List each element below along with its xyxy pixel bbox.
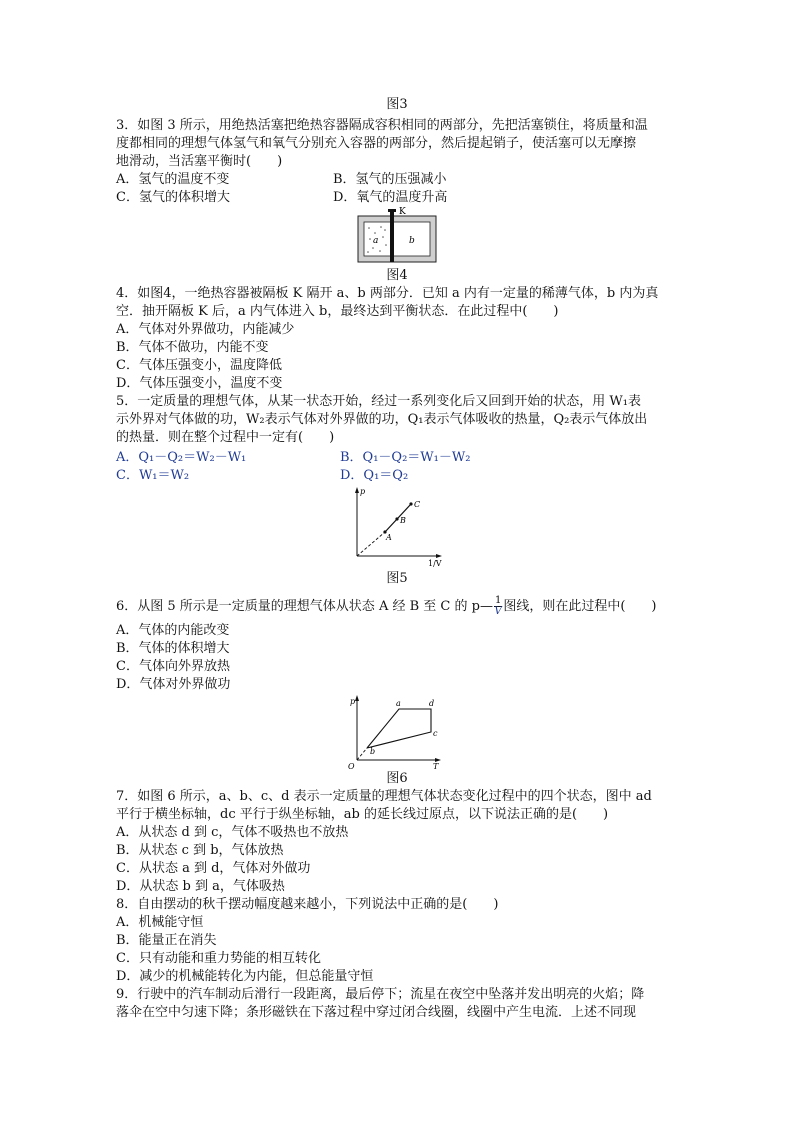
q3-line-3: 地滑动，当活塞平衡时( ) <box>116 154 283 169</box>
q3-option-d: D．氧气的温度升高 <box>333 190 448 205</box>
q5-option-d: D．Q₁＝Q₂ <box>340 468 409 483</box>
figure-5-extension-line <box>357 532 385 556</box>
figure-6-label-b: b <box>370 747 376 756</box>
q6-option-d: D．气体对外界做功 <box>116 677 231 692</box>
figure-5-point-c <box>409 502 412 505</box>
q7-option-b: B．从状态 c 到 b，气体放热 <box>116 843 284 858</box>
q9-line-2: 落伞在空中匀速下降；条形磁铁在下落过程中穿过闭合线圈，线圈中产生电流．上述不同现 <box>116 1005 637 1020</box>
figure-5-x-arrow <box>436 554 442 558</box>
figure-4-label-a: a <box>373 236 379 246</box>
q3-line-2: 度都相同的理想气体氢气和氧气分别充入容器的两部分，然后提起销子，使活塞可以无摩擦 <box>116 136 637 151</box>
q6-line-1 <box>116 596 682 622</box>
figure-4-partition-k <box>390 210 394 262</box>
figure-6-extension-line <box>357 748 367 760</box>
q5-line-1: 5．一定质量的理想气体，从某一状态开始，经过一系列变化后又回到开始的状态，用 W₁表 <box>116 394 641 409</box>
q4-option-c: C．气体压强变小，温度降低 <box>116 358 282 373</box>
q5-option-a: A．Q₁－Q₂＝W₂－W₁ <box>116 450 247 465</box>
figure-6-label-a: a <box>396 699 401 708</box>
q5-option-c: C．W₁＝W₂ <box>116 468 190 483</box>
q7-line-2: 平行于横坐标轴，dc 平行于纵坐标轴，ab 的延长线过原点，以下说法正确的是( ) <box>116 807 609 822</box>
figure-5-label-x: 1/V <box>428 559 442 568</box>
figure-3-caption: 图3 <box>386 97 408 112</box>
figure-5-label-p: p <box>360 487 366 496</box>
q5-line-2: 示外界对气体做的功，W₂表示气体对外界做的功，Q₁表示气体吸收的热量，Q₂表示气体放出 <box>116 412 648 427</box>
q4-line-2: 空．抽开隔板 K 后，a 内气体进入 b，最终达到平衡状态．在此过程中( ) <box>116 304 559 319</box>
q3-option-a: A．氢气的温度不变 <box>116 172 230 187</box>
figure-4-label-k: K <box>399 207 406 217</box>
figure-6-p-t-graph <box>345 692 445 772</box>
figure-6-y-arrow <box>355 695 359 701</box>
figure-6-label-d: d <box>429 699 435 708</box>
q6-fraction <box>494 596 502 617</box>
q6-text-before: 6．从图 5 所示是一定质量的理想气体从状态 A 经 B 至 C 的 p— <box>116 599 493 614</box>
q6-option-b: B．气体的体积增大 <box>116 641 230 656</box>
figure-5-y-arrow <box>355 487 359 493</box>
q6-fraction-numerator: 1 <box>494 595 502 606</box>
q4-option-b: B．气体不做功，内能不变 <box>116 340 269 355</box>
figure-6-caption: 图6 <box>386 771 408 786</box>
q8-option-d: D．减少的机械能转化为内能，但总能量守恒 <box>116 969 374 984</box>
q3-option-c: C．氢气的体积增大 <box>116 190 230 205</box>
q3-line-1: 3．如图 3 所示，用绝热活塞把绝热容器隔成容积相同的两部分，先把活塞锁住，将质量和温 <box>116 118 648 133</box>
q6-option-c: C．气体向外界放热 <box>116 659 230 674</box>
figure-6-label-t: T <box>433 762 439 771</box>
q3-option-b: B．氢气的压强减小 <box>333 172 447 187</box>
figure-4-label-b: b <box>409 236 415 246</box>
figure-5-caption: 图5 <box>386 571 408 586</box>
figure-5-label-c: C <box>414 500 421 509</box>
figure-5-point-b <box>395 517 398 520</box>
q7-option-d: D．从状态 b 到 a，气体吸热 <box>116 879 285 894</box>
figure-5-label-b: B <box>400 516 406 525</box>
q7-line-1: 7．如图 6 所示，a、b、c、d 表示一定质量的理想气体状态变化过程中的四个状态，图中 ad <box>116 789 652 804</box>
q6-text-after: 图线，则在此过程中( ) <box>503 599 657 614</box>
q4-line-1: 4．如图4，一绝热容器被隔板 K 隔开 a、b 两部分．已知 a 内有一定量的稀薄气体，b 内为真 <box>116 286 659 301</box>
q7-option-c: C．从状态 a 到 d，气体对外做功 <box>116 861 311 876</box>
figure-4-partition-handle <box>388 209 396 212</box>
figure-6-label-o: O <box>348 762 355 771</box>
figure-6-label-p: p <box>350 697 356 706</box>
q6-option-a: A．气体的内能改变 <box>116 623 230 638</box>
q8-option-b: B．能量正在消失 <box>116 933 217 948</box>
q8-option-a: A．机械能守恒 <box>116 915 204 930</box>
figure-6-label-c: c <box>433 729 438 738</box>
figure-4-caption: 图4 <box>386 268 408 283</box>
q8-line-1: 8．自由摆动的秋千摆动幅度越来越小，下列说法中正确的是( ) <box>116 897 499 912</box>
q7-option-a: A．从状态 d 到 c，气体不吸热也不放热 <box>116 825 349 840</box>
q5-line-3: 的热量．则在整个过程中一定有( ) <box>116 430 335 445</box>
q9-line-1: 9．行驶中的汽车制动后滑行一段距离，最后停下；流星在夜空中坠落并发出明亮的火焰；降 <box>116 987 645 1002</box>
figure-5-label-a: A <box>386 533 392 542</box>
q6-fraction-denominator: V <box>494 606 502 617</box>
figure-6-cycle-path <box>367 709 431 748</box>
figure-4-container-diagram <box>355 206 439 266</box>
q5-option-b: B．Q₁－Q₂＝W₁－W₂ <box>340 450 471 465</box>
q8-option-c: C．只有动能和重力势能的相互转化 <box>116 951 321 966</box>
q4-option-a: A．气体对外界做功，内能减少 <box>116 322 295 337</box>
q4-option-d: D．气体压强变小，温度不变 <box>116 376 283 391</box>
figure-5-p-inverse-v-graph <box>345 484 445 570</box>
